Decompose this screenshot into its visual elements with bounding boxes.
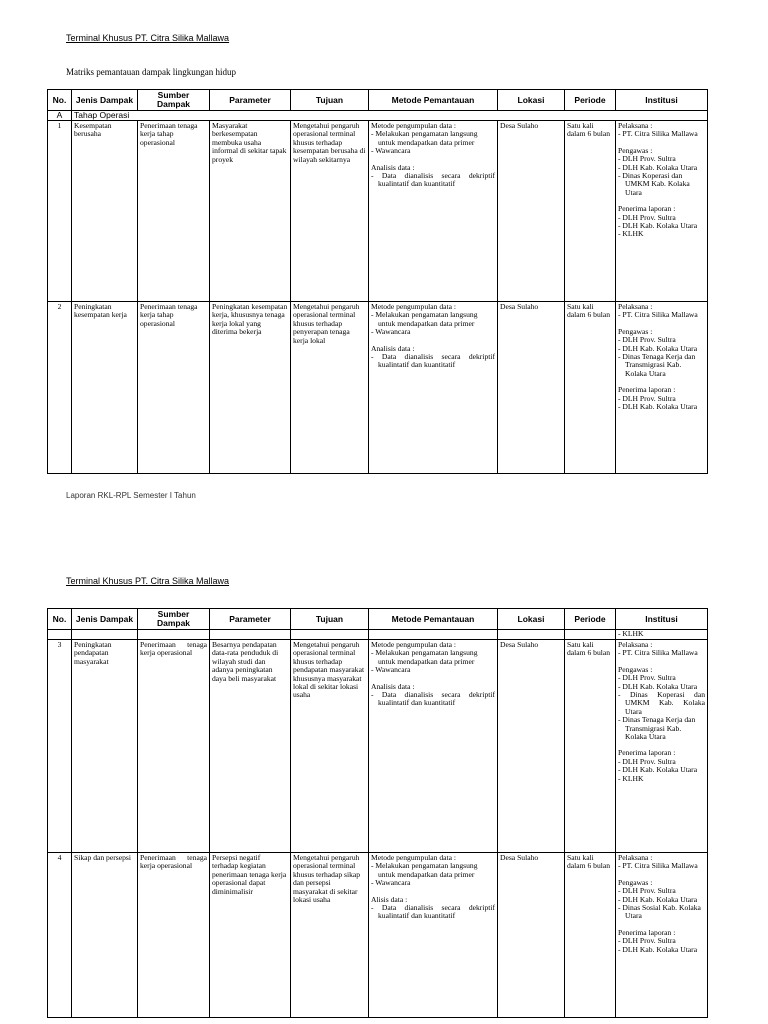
penerima-item: - DLH Prov. Sultra — [618, 393, 676, 403]
col-header-tujuan: Tujuan — [291, 90, 369, 111]
pelaksana-head: Pelaksana : — [618, 302, 653, 311]
analisis-head: Alisis data : — [371, 894, 408, 904]
row-periode: Satu kali dalam 6 bulan — [565, 853, 616, 1018]
col-header-institusi: Institusi — [616, 90, 708, 111]
document-subtitle: Matriks pemantauan dampak lingkungan hidup — [66, 67, 236, 77]
row-parameter: Persepsi negatif terhadap kegiatan penerimaan tenaga kerja operasional dapat diminimalisir — [210, 853, 291, 1018]
row-lokasi: Desa Sulaho — [498, 121, 565, 302]
metode-item: - Melakukan pengamatan langsung untuk mendapatkan data primer — [371, 310, 478, 328]
table-row — [48, 121, 708, 302]
row-parameter: Besarnya pendapatan data-rata penduduk di wilayah studi dan adanya peningkatan daya beli masyarakat — [210, 640, 291, 853]
metode-item: - Wawancara — [371, 327, 411, 337]
penerima-item: - DLH Prov. Sultra — [618, 212, 676, 222]
row-lokasi: Desa Sulaho — [498, 302, 565, 474]
row-tujuan: Mengetahui pengaruh operasional terminal khusus terhadap kesempatan berusaha di wilayah sekitarnya — [291, 121, 369, 302]
pelaksana-head: Pelaksana : — [618, 853, 653, 862]
col-header-jenis-dampak: Jenis Dampak — [72, 609, 138, 630]
analisis-item: - Data dianalisis secara dekriptif kualintatif dan kuantitatif — [371, 171, 495, 189]
analisis-head: Analisis data : — [371, 343, 415, 353]
row-no: 4 — [48, 853, 72, 1018]
pengawas-head: Pengawas : — [618, 145, 653, 155]
pengawas-item: - Dinas Sosial Kab. Kolaka Utara — [618, 903, 701, 921]
row-jenis-dampak: Peningkatan pendapatan masyarakat — [72, 640, 138, 853]
row-no: 3 — [48, 640, 72, 853]
penerima-item: - KLHK — [618, 229, 644, 239]
penerima-item: - DLH Kab. Kolaka Utara — [618, 944, 698, 954]
pengawas-head: Pengawas : — [618, 326, 653, 336]
penerima-head: Penerima laporan : — [618, 748, 676, 758]
metode-item: - Wawancara — [371, 878, 411, 888]
penerima-item: - DLH Kab. Kolaka Utara — [618, 765, 698, 775]
page-footer-fragment: Laporan RKL-RPL Semester I Tahun — [66, 491, 196, 500]
stage-letter: A — [48, 111, 72, 121]
table-row — [48, 640, 708, 853]
page-2 — [0, 520, 768, 1024]
penerima-head: Penerima laporan : — [618, 385, 676, 395]
col-header-lokasi: Lokasi — [498, 609, 565, 630]
row-no: 2 — [48, 302, 72, 474]
row-sumber-dampak: Penerimaan tenaga kerja tahap operasional — [138, 121, 210, 302]
metode-head: Metode pengumpulan data : — [371, 121, 456, 130]
stage-row — [48, 111, 708, 121]
col-header-parameter: Parameter — [210, 90, 291, 111]
col-header-lokasi: Lokasi — [498, 90, 565, 111]
monitoring-matrix-table — [47, 89, 708, 474]
analisis-head: Analisis data : — [371, 162, 415, 172]
row-parameter: Peningkatan kesempatan kerja, khususnya tenaga kerja lokal yang diterima bekerja — [210, 302, 291, 474]
pengawas-item: - DLH Kab. Kolaka Utara — [618, 343, 698, 353]
stage-label: Tahap Operasi — [72, 111, 708, 121]
row-institusi — [616, 121, 708, 302]
col-header-parameter: Parameter — [210, 609, 291, 630]
pelaksana-item: - PT. Citra Silika Mallawa — [618, 861, 698, 871]
analisis-item: - Data dianalisis secara dekriptif kualintatif dan kuantitatif — [371, 903, 495, 921]
pelaksana-item: - PT. Citra Silika Mallawa — [618, 310, 698, 320]
row-sumber-dampak: Penerimaan tenaga kerja operasional — [138, 853, 210, 1018]
row-periode: Satu kali dalam 6 bulan — [565, 640, 616, 853]
analisis-head: Analisis data : — [371, 681, 415, 691]
col-header-metode: Metode Pemantauan — [369, 90, 498, 111]
continuation-row — [48, 630, 708, 640]
row-periode: Satu kali dalam 6 bulan — [565, 302, 616, 474]
pengawas-item: - DLH Kab. Kolaka Utara — [618, 681, 698, 691]
continuation-item: - KLHK — [616, 630, 708, 640]
row-tujuan: Mengetahui pengaruh operasional terminal khusus terhadap sikap dan persepsi masyarakat di sekitar lokasi usaha — [291, 853, 369, 1018]
pengawas-item: - DLH Prov. Sultra — [618, 335, 676, 345]
penerima-item: - DLH Kab. Kolaka Utara — [618, 402, 698, 412]
pelaksana-item: - PT. Citra Silika Mallawa — [618, 648, 698, 658]
penerima-item: - DLH Prov. Sultra — [618, 756, 676, 766]
table-header-row — [48, 609, 708, 630]
row-metode — [369, 121, 498, 302]
page-1 — [0, 0, 768, 500]
col-header-jenis-dampak: Jenis Dampak — [72, 90, 138, 111]
pengawas-item: - DLH Prov. Sultra — [618, 673, 676, 683]
pelaksana-head: Pelaksana : — [618, 121, 653, 130]
penerima-item: - DLH Kab. Kolaka Utara — [618, 221, 698, 231]
row-lokasi: Desa Sulaho — [498, 853, 565, 1018]
metode-head: Metode pengumpulan data : — [371, 640, 456, 649]
pelaksana-item: - PT. Citra Silika Mallawa — [618, 129, 698, 139]
row-no: 1 — [48, 121, 72, 302]
pengawas-item: - DLH Kab. Kolaka Utara — [618, 894, 698, 904]
col-header-institusi: Institusi — [616, 609, 708, 630]
col-header-no: No. — [48, 609, 72, 630]
row-periode: Satu kali dalam 6 bulan — [565, 121, 616, 302]
row-metode — [369, 640, 498, 853]
row-tujuan: Mengetahui pengaruh operasional terminal khusus terhadap pendapatan masyarakat khususnya masyarakat lokal di sekitar lokasi usaha — [291, 640, 369, 853]
metode-item: - Wawancara — [371, 665, 411, 675]
row-jenis-dampak: Sikap dan persepsi — [72, 853, 138, 1018]
col-header-no: No. — [48, 90, 72, 111]
col-header-periode: Periode — [565, 609, 616, 630]
row-jenis-dampak: Peningkatan kesempatan kerja — [72, 302, 138, 474]
metode-head: Metode pengumpulan data : — [371, 302, 456, 311]
table-header-row — [48, 90, 708, 111]
col-header-tujuan: Tujuan — [291, 609, 369, 630]
row-tujuan: Mengetahui pengaruh operasional terminal khusus terhadap penyerapan tenaga kerja lokal — [291, 302, 369, 474]
table-row — [48, 302, 708, 474]
row-institusi — [616, 640, 708, 853]
penerima-head: Penerima laporan : — [618, 927, 676, 937]
metode-head: Metode pengumpulan data : — [371, 853, 456, 862]
metode-item: - Melakukan pengamatan langsung untuk mendapatkan data primer — [371, 861, 478, 879]
pengawas-head: Pengawas : — [618, 877, 653, 887]
row-sumber-dampak: Penerimaan tenaga kerja operasional — [138, 640, 210, 853]
page-header: Terminal Khusus PT. Citra Silika Mallawa — [66, 33, 230, 43]
row-institusi — [616, 302, 708, 474]
analisis-item: - Data dianalisis secara dekriptif kualintatif dan kuantitatif — [371, 352, 495, 370]
pengawas-item: - DLH Prov. Sultra — [618, 886, 676, 896]
pengawas-item: - DLH Kab. Kolaka Utara — [618, 162, 698, 172]
col-header-sumber-dampak: Sumber Dampak — [138, 609, 210, 630]
pelaksana-head: Pelaksana : — [618, 640, 653, 649]
monitoring-matrix-table-continued — [47, 608, 708, 1018]
penerima-item: - DLH Prov. Sultra — [618, 936, 676, 946]
col-header-periode: Periode — [565, 90, 616, 111]
pengawas-head: Pengawas : — [618, 664, 653, 674]
row-sumber-dampak: Penerimaan tenaga kerja tahap operasional — [138, 302, 210, 474]
row-parameter: Masyarakat berkesempatan membuka usaha informal di sekitar tapak proyek — [210, 121, 291, 302]
page-header: Terminal Khusus PT. Citra Silika Mallawa — [66, 576, 230, 586]
pengawas-item: - Dinas Tenaga Kerja dan Transmigrasi Kab. Kolaka Utara — [618, 352, 696, 378]
penerima-item: - KLHK — [618, 773, 644, 783]
row-metode — [369, 302, 498, 474]
pengawas-item: - DLH Prov. Sultra — [618, 154, 676, 164]
col-header-sumber-dampak: Sumber Dampak — [138, 90, 210, 111]
pengawas-item: - Dinas Tenaga Kerja dan Transmigrasi Kab. Kolaka Utara — [618, 715, 696, 742]
analisis-item: - Data dianalisis secara dekriptif kualintatif dan kuantitatif — [371, 690, 495, 708]
pengawas-item: - Dinas Koperasi dan UMKM Kab. Kolaka Utara — [618, 171, 690, 197]
row-jenis-dampak: Kesempatan berusaha — [72, 121, 138, 302]
table-row — [48, 853, 708, 1018]
col-header-metode: Metode Pemantauan — [369, 609, 498, 630]
pengawas-item: - Dinas Koperasi dan UMKM Kab. Kolaka Utara — [618, 690, 705, 716]
row-metode — [369, 853, 498, 1018]
row-institusi — [616, 853, 708, 1018]
penerima-head: Penerima laporan : — [618, 204, 676, 214]
metode-item: - Melakukan pengamatan langsung untuk mendapatkan data primer — [371, 129, 478, 147]
metode-item: - Melakukan pengamatan langsung untuk mendapatkan data primer — [371, 648, 478, 666]
metode-item: - Wawancara — [371, 146, 411, 156]
row-lokasi: Desa Sulaho — [498, 640, 565, 853]
